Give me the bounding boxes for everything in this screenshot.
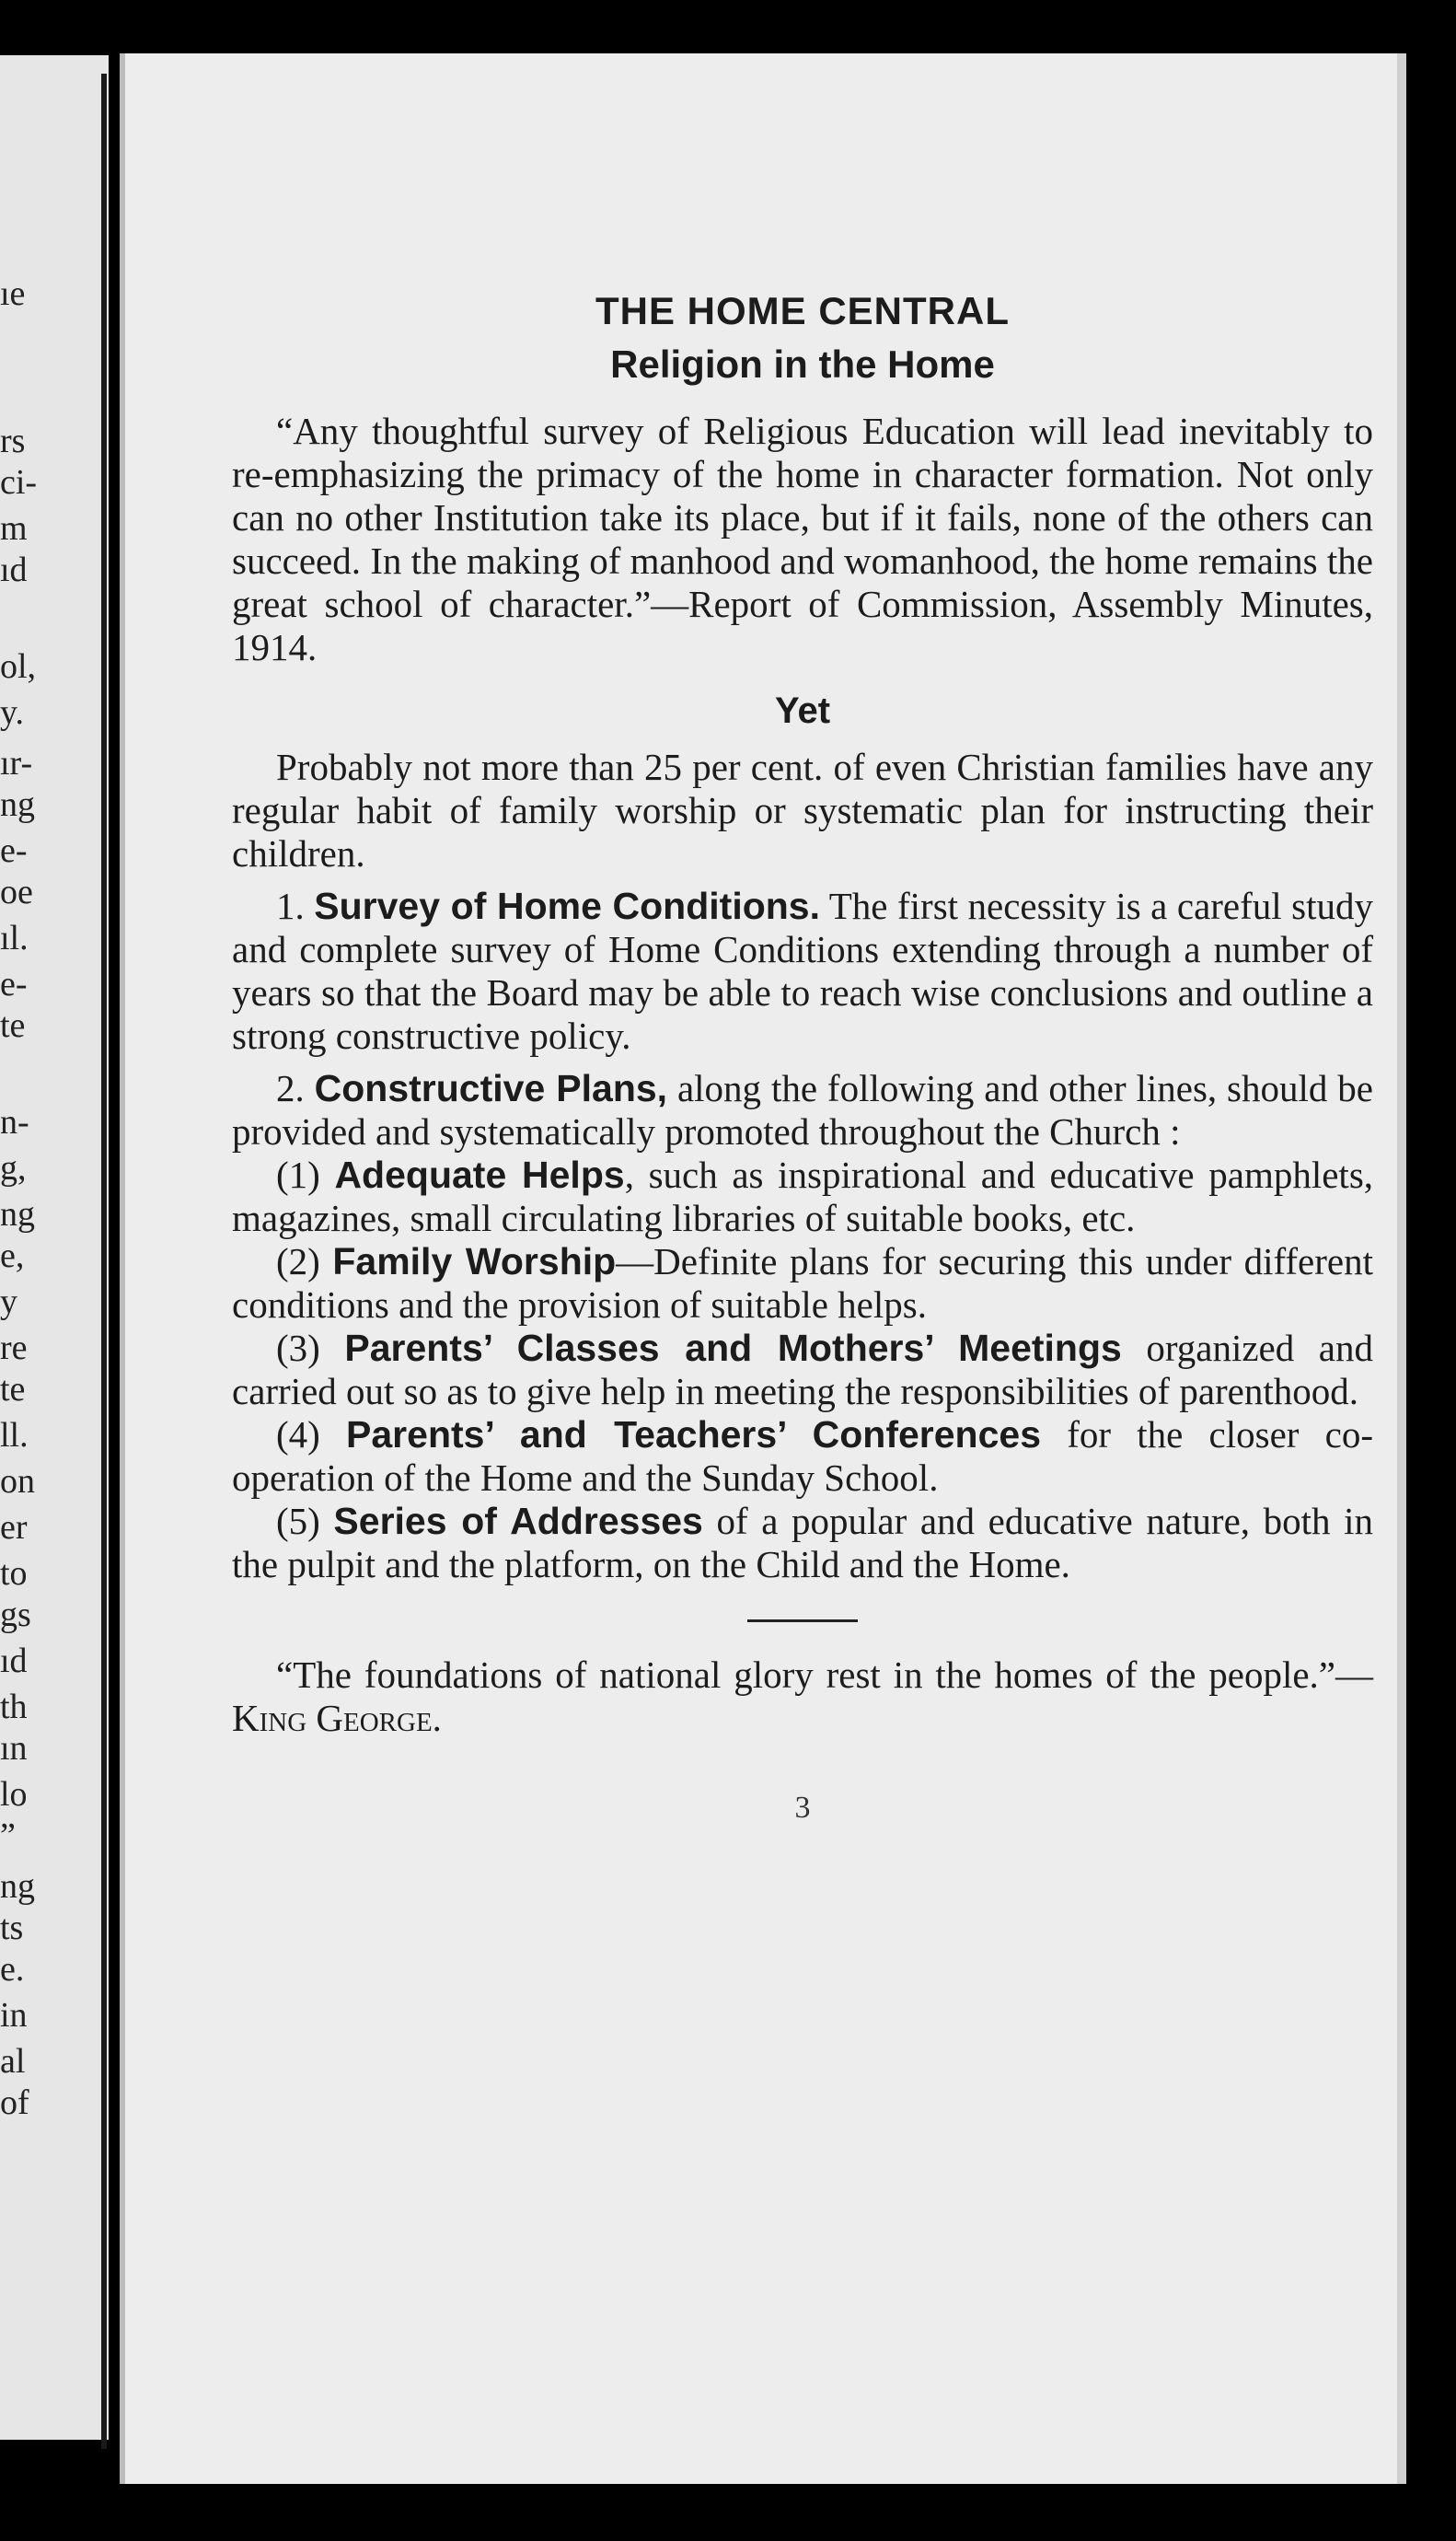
page-number: 3 xyxy=(794,1791,811,1825)
sub-item-text: of a popular and educative nature, both in the pulpit and the platform, on the Child and the Home. xyxy=(232,1500,1374,1585)
left-page-fragment: re xyxy=(0,1329,28,1367)
left-page-fragment: te xyxy=(0,1006,26,1045)
left-page-fragment: y. xyxy=(0,693,25,732)
sub-item-text: for the closer co-operation of the Home and the Sunday School. xyxy=(232,1413,1373,1499)
left-page-fragment: ll. xyxy=(0,1416,29,1455)
sub-item-heading: Family Worship xyxy=(332,1240,617,1282)
left-page-fragment: ıe xyxy=(0,274,26,313)
left-page-fragment: ıd xyxy=(0,1642,28,1680)
page-subtitle: Religion in the Home xyxy=(610,342,995,386)
item-survey xyxy=(232,885,1373,1058)
yet-paragraph: Probably not more than 25 per cent. of even Christian families have any regular habit of family worship or systematic plan for instructing their children. xyxy=(232,746,1373,875)
left-page-fragment: in xyxy=(0,1996,28,2035)
left-page-fragment: ıl. xyxy=(0,919,29,957)
page-edge xyxy=(1397,53,1406,2484)
item-number: 1. xyxy=(276,885,305,927)
left-page-fragment: ol, xyxy=(0,647,37,686)
left-page-fragment: g, xyxy=(0,1149,27,1188)
sub-item-heading: Parents’ Classes and Mothers’ Meetings xyxy=(344,1327,1122,1369)
sub-item-number: (3) xyxy=(276,1327,320,1369)
sub-item-number: (1) xyxy=(276,1154,320,1196)
item-heading: Constructive Plans, xyxy=(314,1067,668,1109)
closing-quote xyxy=(232,1653,1373,1740)
left-page-fragment: e, xyxy=(0,1236,25,1275)
left-page-fragment: ng xyxy=(0,1867,35,1906)
sub-item-adequate-helps xyxy=(232,1154,1373,1240)
sub-item-addresses xyxy=(232,1500,1373,1586)
left-page-fragment: th xyxy=(0,1688,28,1726)
left-page-fragment: e. xyxy=(0,1950,25,1989)
item-number: 2. xyxy=(276,1067,305,1109)
closing-attribution: King George. xyxy=(232,1697,442,1739)
left-page-fragment: n- xyxy=(0,1103,29,1142)
left-page-fragment: te xyxy=(0,1370,26,1409)
closing-quote-text: “The foundations of national glory rest in the homes of the people.”— xyxy=(276,1653,1373,1696)
item-heading: Survey of Home Conditions. xyxy=(314,885,820,927)
sub-item-number: (4) xyxy=(276,1413,320,1456)
sub-item-text: , such as inspirational and educative pamphlets, magazines, small circulating libraries of suitable books, etc. xyxy=(232,1154,1374,1239)
left-page-fragment: lo xyxy=(0,1775,28,1814)
page-gutter xyxy=(101,74,107,2449)
sub-item-family-worship xyxy=(232,1240,1373,1327)
left-page-fragment: to xyxy=(0,1554,28,1593)
section-divider xyxy=(747,1619,858,1622)
left-page-fragment: ıd xyxy=(0,551,28,589)
left-page-fragment: ts xyxy=(0,1909,24,1947)
left-page-fragment: ” xyxy=(0,1816,16,1855)
left-page-fragment: gs xyxy=(0,1595,31,1634)
left-page-fragment: ır- xyxy=(0,744,33,783)
yet-heading: Yet xyxy=(774,690,831,731)
sub-item-heading: Series of Addresses xyxy=(333,1500,703,1542)
left-page-fragment: al xyxy=(0,2042,26,2081)
sub-item-number: (5) xyxy=(276,1500,320,1542)
page-content xyxy=(232,233,1373,1829)
left-page-fragment: ng xyxy=(0,1195,35,1234)
sub-item-number: (2) xyxy=(276,1240,320,1282)
left-page-fragment: ng xyxy=(0,785,35,824)
sub-item-heading: Adequate Helps xyxy=(334,1154,625,1196)
commission-quote: “Any thoughtful survey of Religious Education will lead inevitably to re-emphasizing the primacy of the home in character formation. Not only can no other Institution take its place, but if it fails, none of the others can succeed. In the making of manhood and womanhood, the home remains the great school of character.”—Report of Commission, Assembly Minutes, 1914. xyxy=(232,410,1373,668)
left-page-fragment: oe xyxy=(0,873,33,911)
sub-item-parents-classes xyxy=(232,1327,1373,1413)
left-page-fragment: rs xyxy=(0,422,26,460)
left-page-fragment: m xyxy=(0,509,28,548)
left-page-fragment: y xyxy=(0,1282,17,1321)
page-title: THE HOME CENTRAL xyxy=(595,289,1010,332)
left-facing-page xyxy=(0,55,109,2440)
sub-item-heading: Parents’ and Teachers’ Conferences xyxy=(346,1413,1042,1456)
left-page-fragment: on xyxy=(0,1462,35,1501)
item-constructive-plans xyxy=(232,1067,1373,1154)
left-page-fragment: ci- xyxy=(0,463,38,502)
item-text: along the following and other lines, should be provided and systematically promoted throughout the Church : xyxy=(232,1067,1373,1153)
document-page xyxy=(120,53,1404,2484)
left-page-fragment: ın xyxy=(0,1729,28,1768)
sub-item-conferences xyxy=(232,1413,1373,1500)
sub-item-text: organized and carried out so as to give help in meeting the responsibilities of parenthood. xyxy=(232,1327,1373,1412)
item-text: The first necessity is a careful study and complete survey of Home Conditions extending through a number of years so that the Board may be able to reach wise conclusions and outline a strong constructive policy. xyxy=(232,885,1374,1057)
left-page-fragment: er xyxy=(0,1508,28,1547)
left-page-fragment: of xyxy=(0,2083,29,2122)
left-page-fragment: e- xyxy=(0,965,28,1004)
left-page-fragment: e- xyxy=(0,831,28,870)
sub-item-text: —Definite plans for securing this under different conditions and the provision of suitable helps. xyxy=(232,1240,1373,1326)
